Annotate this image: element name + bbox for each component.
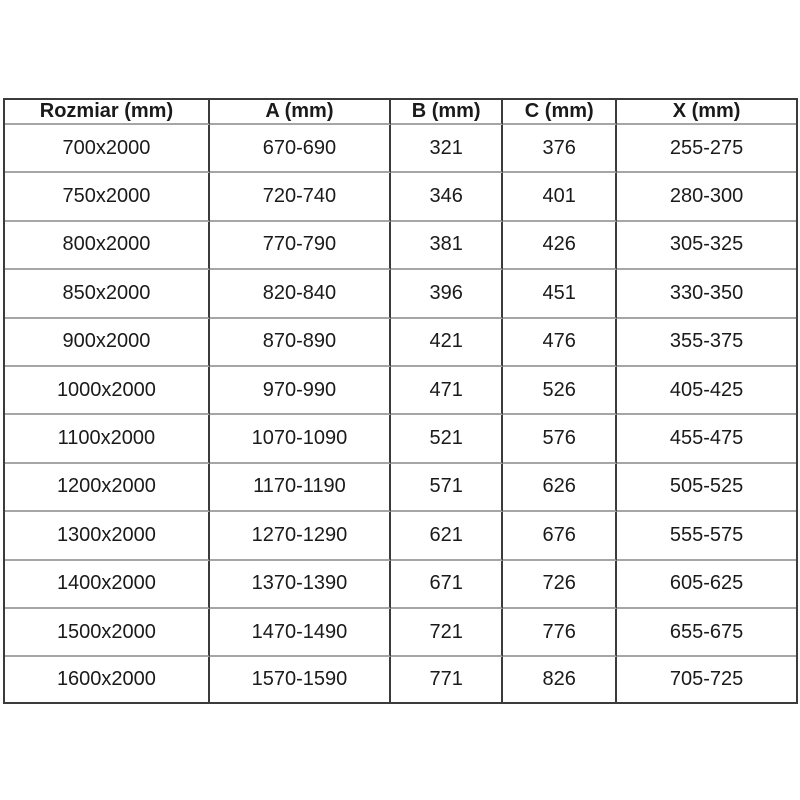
size-spec-table: [3, 98, 798, 704]
column-header-c: C (mm): [503, 100, 617, 125]
cell-x: 355-375: [617, 319, 796, 367]
table-header-row: [5, 100, 796, 125]
cell-b: 321: [391, 125, 503, 173]
cell-a: 1070-1090: [210, 415, 391, 463]
cell-rozmiar: 1400x2000: [5, 561, 210, 609]
cell-rozmiar: 1600x2000: [5, 657, 210, 702]
cell-rozmiar: 800x2000: [5, 222, 210, 270]
cell-x: 505-525: [617, 464, 796, 512]
table-row: [5, 270, 796, 318]
cell-c: 626: [503, 464, 617, 512]
cell-c: 376: [503, 125, 617, 173]
cell-b: 521: [391, 415, 503, 463]
cell-b: 621: [391, 512, 503, 560]
table-row: [5, 222, 796, 270]
cell-c: 676: [503, 512, 617, 560]
column-header-a: A (mm): [210, 100, 391, 125]
cell-rozmiar: 700x2000: [5, 125, 210, 173]
cell-a: 1470-1490: [210, 609, 391, 657]
cell-b: 721: [391, 609, 503, 657]
cell-c: 476: [503, 319, 617, 367]
cell-rozmiar: 1200x2000: [5, 464, 210, 512]
cell-rozmiar: 1300x2000: [5, 512, 210, 560]
cell-a: 870-890: [210, 319, 391, 367]
cell-a: 970-990: [210, 367, 391, 415]
cell-x: 705-725: [669, 668, 744, 691]
cell-b: 381: [391, 222, 503, 270]
cell-b: 346: [391, 173, 503, 221]
cell-rozmiar: 850x2000: [5, 270, 210, 318]
column-header-b: B (mm): [391, 100, 503, 125]
table-row: [5, 561, 796, 609]
cell-rozmiar: 1100x2000: [5, 415, 210, 463]
cell-b: 771: [391, 657, 503, 702]
cell-rozmiar: 750x2000: [5, 173, 210, 221]
column-header-x: X (mm): [617, 100, 796, 125]
cell-rozmiar: 900x2000: [5, 319, 210, 367]
table-row: [5, 125, 796, 173]
table-row: [5, 173, 796, 221]
cell-a: 720-740: [210, 173, 391, 221]
cell-rozmiar: 1000x2000: [5, 367, 210, 415]
table-row: [5, 657, 796, 702]
table-row: [5, 609, 796, 657]
cell-c: 451: [503, 270, 617, 318]
cell-a: 820-840: [210, 270, 391, 318]
cell-x: 255-275: [617, 125, 796, 173]
cell-a: 670-690: [210, 125, 391, 173]
column-header-rozmiar: Rozmiar (mm): [5, 100, 210, 125]
cell-b: 571: [391, 464, 503, 512]
cell-x: 405-425: [617, 367, 796, 415]
cell-c: 726: [503, 561, 617, 609]
cell-b: 671: [391, 561, 503, 609]
cell-c: 776: [503, 609, 617, 657]
cell-a: 1570-1590: [210, 657, 391, 702]
table-row: [5, 319, 796, 367]
cell-x: 605-625: [617, 561, 796, 609]
cell-a: 770-790: [210, 222, 391, 270]
cell-b: 471: [391, 367, 503, 415]
cell-x: 655-675: [617, 609, 796, 657]
cell-rozmiar: 1500x2000: [5, 609, 210, 657]
cell-b: 421: [391, 319, 503, 367]
cell-a: 1370-1390: [210, 561, 391, 609]
cell-x: 305-325: [617, 222, 796, 270]
cell-a: 1270-1290: [210, 512, 391, 560]
cell-c: 576: [503, 415, 617, 463]
cell-c: 526: [503, 367, 617, 415]
cell-x: 280-300: [617, 173, 796, 221]
cell-c: 426: [503, 222, 617, 270]
table-row: [5, 512, 796, 560]
cell-a: 1170-1190: [210, 464, 391, 512]
cell-c: 401: [503, 173, 617, 221]
cell-x: 555-575: [617, 512, 796, 560]
cell-c: 826: [503, 657, 617, 702]
table-row: [5, 415, 796, 463]
table-row: [5, 367, 796, 415]
cell-b: 396: [391, 270, 503, 318]
cell-x: 455-475: [617, 415, 796, 463]
table-row: [5, 464, 796, 512]
cell-x: 330-350: [617, 270, 796, 318]
